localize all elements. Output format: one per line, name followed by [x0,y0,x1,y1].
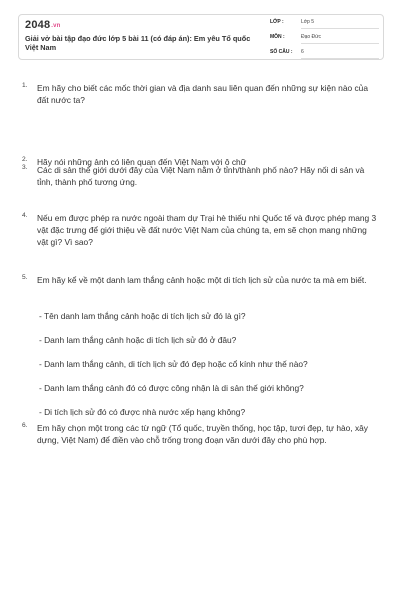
meta-value: Lớp 5 [301,19,315,25]
meta-underline [301,28,379,29]
sub-question: - Danh lam thắng cảnh, di tích lịch sử đó đẹp hoặc cổ kính như thế nào? [39,359,308,369]
meta-underline [301,43,379,44]
question-text: Em hãy kể về một danh lam thắng cảnh hoặc một di tích lịch sử của nước ta mà em biết. [37,275,367,285]
sub-question: - Danh lam thắng cảnh hoặc di tích lịch sử đó ở đâu? [39,335,237,345]
document-meta [267,15,383,60]
sub-question: - Danh lam thắng cảnh đó có được công nhận là di sản thế giới không? [39,383,304,393]
question-text: Các di sản thế giới dưới đây của Việt Nam nằm ở tỉnh/thành phố nào? Hãy nối di sản và tỉnh, thành phố tương ứng. [37,165,365,187]
question-number: 6. [22,422,28,429]
meta-row-question-count [267,45,383,60]
meta-value: Đạo Đức [301,34,322,40]
question-number: 2. [22,156,28,163]
sub-question: - Tên danh lam thắng cảnh hoặc di tích lịch sử đó là gì? [39,311,246,321]
question-number: 3. [22,164,28,171]
question-text: Nếu em được phép ra nước ngoài tham dự Trại hè thiếu nhi Quốc tế và được phép mang 3 vật đặc trưng để giới thiệu về đất nước Việt Nam của chúng ta, em sẽ chọn mang những vật gì? Vì sao? [37,213,377,247]
meta-row-grade [267,15,383,30]
document-header [18,14,384,60]
meta-underline [301,58,379,59]
document-title: Giải vở bài tập đạo đức lớp 5 bài 11 (có đáp án): Em yêu Tổ quốc Việt Nam [25,34,251,52]
meta-label: SỐ CÂU : [270,49,293,55]
question-text: Em hãy chọn một trong các từ ngữ (Tổ quốc, truyền thống, học tập, tươi đẹp, tự hào, xây dựng, Việt Nam) để điền vào chỗ trống trong đoạn văn dưới đây cho phù hợp. [37,423,368,445]
question-text: Em hãy cho biết các mốc thời gian và địa danh sau liên quan đến những sự kiện nào của đất nước ta? [37,83,368,105]
logo-main-text: 2048 [25,19,51,31]
meta-label: MÔN : [270,34,285,40]
sub-question: - Di tích lịch sử đó có được nhà nước xếp hạng không? [39,407,246,417]
site-logo[interactable] [25,19,61,31]
meta-label: LỚP : [270,19,284,25]
question-number: 1. [22,82,28,89]
logo-suffix-text: .vn [51,23,61,29]
question-number: 5. [22,274,28,281]
question-number: 4. [22,212,28,219]
meta-row-subject [267,30,383,45]
question-text: Hãy nói những ảnh có liên quan đến Việt Nam với ô chữ [37,157,247,167]
meta-value: 6 [301,49,304,55]
